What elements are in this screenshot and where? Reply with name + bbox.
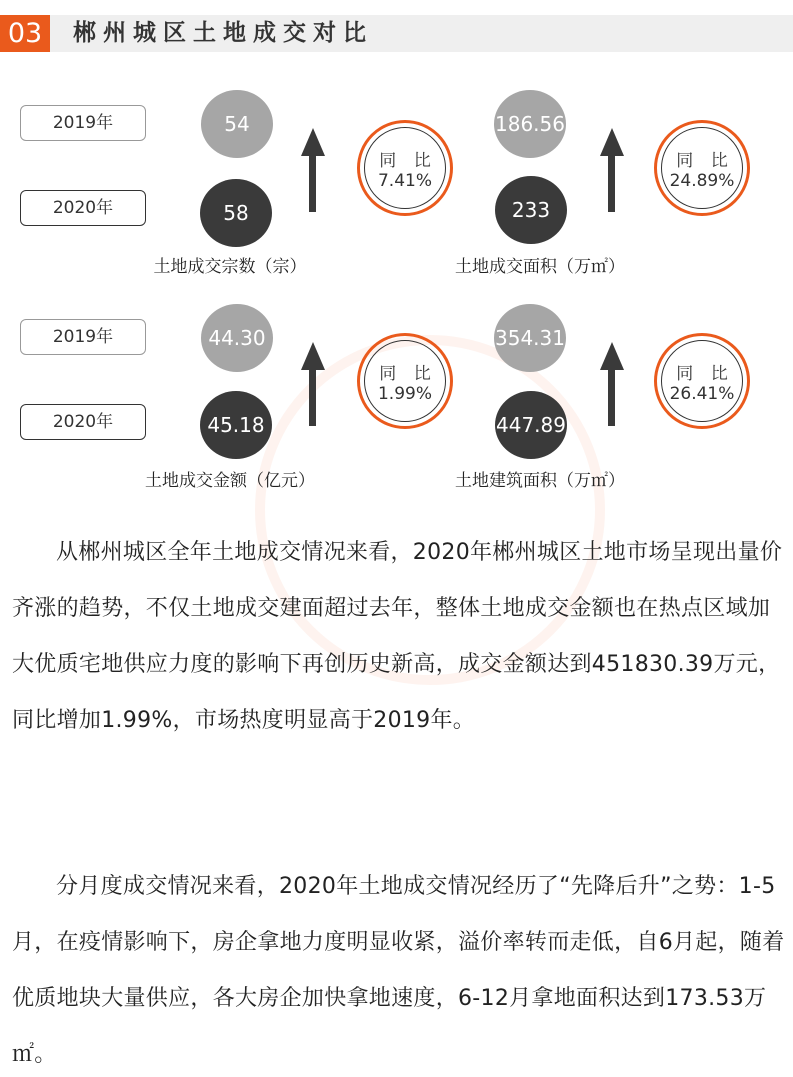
year-label-2019: 2019年 (20, 105, 146, 141)
metric-caption: 土地建筑面积（万㎡） (455, 471, 625, 491)
yoy-value: 7.41% (377, 171, 432, 191)
value-2020: 447.89 (495, 391, 567, 459)
yoy-value: 1.99% (377, 384, 432, 404)
value-2019: 186.56 (494, 90, 566, 158)
yoy-label: 同 比 (676, 364, 734, 384)
year-label-2020: 2020年 (20, 404, 146, 440)
body-paragraph: 从郴州城区全年土地成交情况来看，2020年郴州城区土地市场呈现出量价齐涨的趋势，不仅土地成交建面超过去年，整体土地成交金额也在热点区域加大优质宅地供应力度的影响下再创历史新高，成交金额达到451830.39万元，同比增加1.99%，市场热度明显高于2019年。 (12, 540, 783, 733)
yoy-value: 24.89% (669, 171, 735, 191)
yoy-label: 同 比 (676, 151, 734, 171)
yoy-badge (654, 120, 750, 216)
year-label-2020: 2020年 (20, 190, 146, 226)
value-2019: 44.30 (201, 304, 273, 372)
yoy-label: 同 比 (379, 151, 437, 171)
up-arrow-icon (601, 342, 623, 426)
year-label-2019: 2019年 (20, 319, 146, 355)
metric-caption: 土地成交面积（万㎡） (455, 257, 625, 277)
yoy-badge (357, 333, 453, 429)
up-arrow-icon (302, 128, 324, 212)
metric-caption: 土地成交金额（亿元） (145, 471, 315, 491)
value-2019: 354.31 (494, 304, 566, 372)
body-paragraph: 分月度成交情况来看，2020年土地成交情况经历了“先降后升”之势：1-5月，在疫情影响下，房企拿地力度明显收紧，溢价率转而走低，自6月起，随着优质地块大量供应，各大房企加快拿地速度，6-12月拿地面积达到173.53万㎡。 (12, 874, 785, 1067)
up-arrow-icon (302, 342, 324, 426)
section-number: 03 (0, 15, 50, 52)
yoy-badge (654, 333, 750, 429)
up-arrow-icon (601, 128, 623, 212)
value-2020: 45.18 (200, 391, 272, 459)
metric-caption: 土地成交宗数（宗） (153, 257, 307, 277)
value-2019: 54 (201, 90, 273, 158)
value-2020: 233 (495, 176, 567, 244)
yoy-value: 26.41% (669, 384, 735, 404)
value-2020: 58 (200, 179, 272, 247)
yoy-label: 同 比 (379, 364, 437, 384)
yoy-badge (357, 120, 453, 216)
section-title: 郴州城区土地成交对比 (73, 20, 373, 46)
